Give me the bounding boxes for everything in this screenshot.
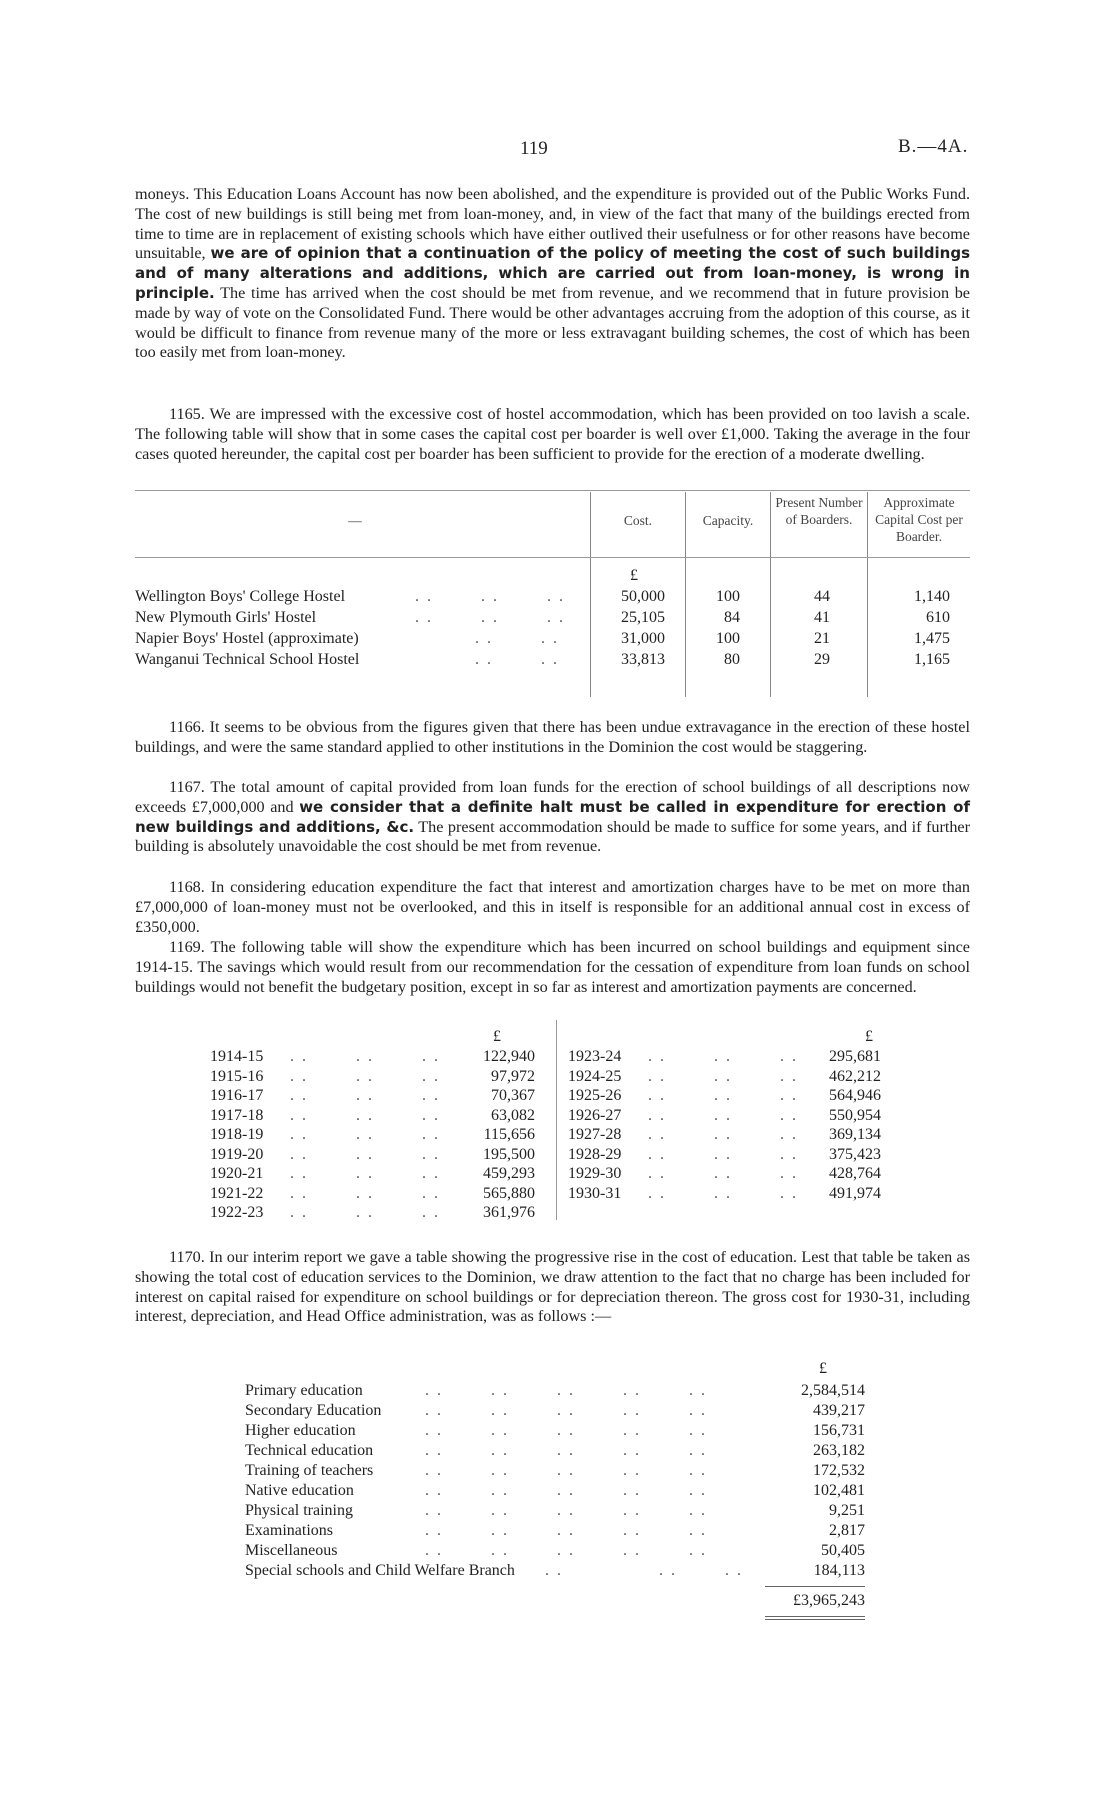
table-row [245, 1542, 865, 1562]
year-amount: 462,212 [829, 1067, 881, 1085]
leader-dots: . . . . . . . . . . [425, 1402, 707, 1419]
header-capital-cost: Approximate Capital Cost per Boarder. [875, 495, 963, 544]
hostel-capital-cost: 1,140 [914, 588, 950, 605]
table-row [245, 1522, 865, 1542]
year-amount: 63,082 [491, 1106, 535, 1124]
paragraph-text: 1166. It seems to be obvious from the figures given that there has been undue extravagance in the erection of these hostel buildings, and were the same standard applied to other institutions in the Dominion the cost would be staggering. [135, 718, 970, 756]
paragraph-text: 1167. The total amount of capital provided from loan funds for the erection of school buildings of all descriptions now exceeds £7,000,000 and [135, 778, 970, 816]
table-row [245, 1422, 865, 1442]
leader-dots: . . . . . . [290, 1204, 440, 1221]
cost-amount: 172,532 [813, 1462, 865, 1479]
hostel-name: New Plymouth Girls' Hostel [135, 609, 317, 626]
year-amount: 295,681 [829, 1048, 881, 1065]
cost-category: Examinations [245, 1522, 333, 1539]
cost-category: Physical training [245, 1502, 353, 1519]
leader-dots: . . . . . . [648, 1126, 798, 1143]
table-row [245, 1562, 865, 1582]
year-label: 1922-23 [210, 1204, 264, 1221]
table-row [210, 1107, 540, 1127]
table-row [210, 1165, 540, 1185]
year-amount: 491,974 [829, 1184, 881, 1202]
hostel-cost: 33,813 [621, 651, 665, 668]
table-row [556, 1165, 886, 1185]
year-amount: 565,880 [483, 1184, 535, 1202]
leader-dots: . . . . . . [290, 1165, 440, 1182]
cost-category: Miscellaneous [245, 1542, 338, 1559]
cost-category: Native education [245, 1482, 354, 1499]
year-label: 1921-22 [210, 1184, 264, 1202]
cost-amount: 2,817 [829, 1522, 865, 1539]
bold-recommendation: we consider that a definite halt must be called in expenditure for erection of new buildings and additions, &c. [135, 797, 970, 836]
year-label: 1929-30 [568, 1165, 622, 1182]
leader-dots: . . . . . . . . . . [425, 1382, 707, 1399]
hostel-cost: 25,105 [621, 609, 665, 626]
year-amount: 122,940 [483, 1048, 535, 1065]
cost-category: Primary education [245, 1382, 363, 1399]
header-blank: — [348, 513, 362, 528]
table-row [210, 1126, 540, 1146]
leader-dots: . . . . . . . . . . [425, 1462, 707, 1479]
header-cost: Cost. [623, 513, 653, 528]
paragraph-text: The time has arrived when the cost should be met from revenue, and we recommend that in future provision be made by way of vote on the Consolidated Fund. There would be other advantages accruing from the adoption of this course, as it would be difficult to finance from revenue many of the more or less extravagant building schemes, the cost of which has been too easily met from loan-money. [135, 283, 970, 362]
gross-cost-breakdown-table [245, 1360, 865, 1620]
year-amount: 428,764 [829, 1165, 881, 1182]
document-reference: B.—4A. [898, 136, 969, 157]
paragraph-text: 1169. The following table will show the expenditure which has been incurred on school buildings and equipment since 1914-15. The savings which would result from our recommendation for the cessation of expenditure from loan funds on school buildings would not benefit the budgetary position, except in so far as interest and amortization payments are concerned. [135, 938, 970, 996]
paragraph-1165 [135, 405, 970, 464]
hostel-capital-cost: 1,165 [914, 651, 950, 668]
hostel-name: Wellington Boys' College Hostel [135, 588, 346, 605]
paragraph-text: 1170. In our interim report we gave a table showing the progressive rise in the cost of education. Lest that table be taken as showing the total cost of education services to the Dominion, we draw attention to the fact that no charge has been included for interest on capital raised for expenditure on school buildings or for depreciation thereon. The gross cost for 1930-31, including interest, depreciation, and Head Office administration, was as follows :— [135, 1248, 970, 1326]
paragraph-1170 [135, 1248, 970, 1327]
leader-dots: . . . . . . [648, 1087, 798, 1104]
leader-dots: . . . . . . [290, 1126, 440, 1143]
table-row [210, 1204, 540, 1224]
paragraph-1166 [135, 718, 970, 758]
table-row [556, 1185, 886, 1205]
currency-row [135, 567, 970, 587]
leader-dots: . . . . . . [648, 1184, 798, 1202]
cost-category: Technical education [245, 1442, 374, 1459]
paragraph-text: 1165. We are impressed with the excessive cost of hostel accommodation, which has been provided on too lavish a scale. The following table will show that in some cases the capital cost per boarder is well over £1,000. Taking the average in the four cases quoted hereunder, the capital cost per boarder has been sufficient to provide for the erection of a moderate dwelling. [135, 405, 970, 463]
leader-dots: . . . . . . . . . . [425, 1542, 707, 1559]
cost-category: Secondary Education [245, 1402, 382, 1419]
table-row: Wanganui Technical School Hostel . . . . 33,813 80 29 1,165 [135, 651, 950, 668]
grand-total: £3,965,243 [793, 1592, 865, 1609]
paragraph-text: moneys. This Education Loans Account has now been abolished, and the expenditure is provided out of the Public Works Fund. The cost of new buildings is still being met from loan-money, and, in view of the fact that many of the buildings erected from time to time are in replacement of existing schools which have either outlived their usefulness or for other reasons have become unsuitable, [135, 185, 970, 263]
table-row [556, 1126, 886, 1146]
cost-amount: 439,217 [813, 1402, 865, 1419]
cost-category: Higher education [245, 1422, 356, 1439]
hostel-capacity: 100 [716, 630, 740, 647]
paragraph-1168 [135, 878, 970, 937]
year-label: 1914-15 [210, 1048, 264, 1065]
cost-amount: 102,481 [813, 1482, 865, 1499]
table-row [210, 1087, 540, 1107]
leader-dots: . . . . . . [290, 1184, 440, 1202]
table-row [556, 1146, 886, 1166]
hostel-cost: 50,000 [621, 588, 665, 605]
table-row [556, 1068, 886, 1088]
currency-symbol: £ [865, 1028, 873, 1045]
paragraph-1169 [135, 938, 970, 997]
table-row [245, 1402, 865, 1422]
page-number: 119 [520, 138, 548, 159]
year-amount: 375,423 [829, 1145, 881, 1163]
year-label: 1916-17 [210, 1087, 264, 1104]
hostel-capital-cost: 1,475 [914, 630, 950, 647]
year-amount: 115,656 [483, 1126, 535, 1143]
hostel-name: Wanganui Technical School Hostel [135, 651, 360, 668]
hostel-boarders: 21 [814, 630, 830, 647]
table-row [210, 1146, 540, 1166]
year-amount: 459,293 [483, 1165, 535, 1182]
table-row [210, 1048, 540, 1068]
table-row: Napier Boys' Hostel (approximate) . . . . 31,000 100 21 1,475 [135, 630, 950, 647]
cost-amount: 156,731 [813, 1422, 865, 1439]
hostel-name: Napier Boys' Hostel (approximate) [135, 630, 359, 647]
leader-dots: . . . . . . [290, 1067, 440, 1085]
expenditure-by-year-table [210, 1020, 910, 1245]
year-amount: 70,367 [491, 1087, 535, 1104]
year-label: 1928-29 [568, 1145, 622, 1163]
year-label: 1917-18 [210, 1106, 264, 1124]
table-row [210, 1185, 540, 1205]
leader-dots: . . . . . . . . . . [425, 1482, 707, 1499]
leader-dots: . . . . . . [290, 1048, 440, 1065]
cost-amount: 263,182 [813, 1442, 865, 1459]
leader-dots: . . . . . . . . . . [425, 1442, 707, 1459]
year-label: 1926-27 [568, 1106, 622, 1124]
bold-recommendation: we are of opinion that a continuation of the policy of meeting the cost of such buildings and of many alterations and additions, which are carried out from loan-money, is wrong in principle. [135, 244, 971, 302]
currency-symbol: £ [630, 567, 638, 584]
table-row [245, 1462, 865, 1482]
cost-category: Training of teachers [245, 1462, 374, 1479]
cost-category: Special schools and Child Welfare Branch [245, 1562, 515, 1579]
year-amount: 564,946 [829, 1087, 881, 1104]
year-label: 1927-28 [568, 1126, 622, 1143]
leader-dots: . . . . . . [648, 1048, 798, 1065]
hostel-boarders: 41 [814, 609, 830, 626]
table-row [556, 1087, 886, 1107]
currency-symbol: £ [819, 1360, 827, 1377]
year-amount: 369,134 [829, 1126, 881, 1143]
table-row: New Plymouth Girls' Hostel . . . . . . 25,105 84 41 610 [135, 609, 950, 626]
year-label: 1924-25 [568, 1067, 622, 1085]
paragraph-text: The present accommodation should be made to suffice for some years, and if further building is absolutely unavoidable the cost should be met from revenue. [135, 817, 971, 856]
hostel-boarders: 29 [814, 651, 830, 668]
leader-dots: . . . . . . [648, 1067, 798, 1085]
hostel-capacity: 80 [724, 651, 740, 668]
year-label: 1920-21 [210, 1165, 264, 1182]
year-amount: 361,976 [483, 1204, 535, 1221]
currency-symbol: £ [493, 1028, 501, 1045]
cost-amount: 184,113 [813, 1562, 865, 1579]
hostel-capacity: 84 [724, 609, 740, 626]
year-amount: 550,954 [829, 1106, 881, 1124]
leader-dots: . . . . . . [648, 1165, 798, 1182]
hostel-cost: 31,000 [621, 630, 665, 647]
year-label: 1930-31 [568, 1184, 622, 1202]
header-boarders: Present Number of Boarders. [775, 495, 863, 527]
year-label: 1925-26 [568, 1087, 622, 1104]
year-label: 1915-16 [210, 1067, 264, 1085]
hostel-boarders: 44 [814, 588, 830, 605]
hostel-capacity: 100 [716, 588, 740, 605]
leader-dots: . . . . . . [290, 1106, 440, 1124]
table-row [210, 1068, 540, 1088]
cost-amount: 2,584,514 [801, 1382, 865, 1399]
paragraph-1167 [135, 778, 970, 857]
hostel-capital-cost: 610 [926, 609, 950, 626]
year-label: 1918-19 [210, 1126, 264, 1143]
cost-amount: 9,251 [829, 1502, 865, 1519]
year-label: 1923-24 [568, 1048, 622, 1065]
leader-dots: . . . . . . . . . . [425, 1422, 707, 1439]
leader-dots: . . . . . . . . . . [425, 1502, 707, 1519]
leader-dots: . . . . . . [648, 1106, 798, 1124]
table-row [245, 1502, 865, 1522]
year-label: 1919-20 [210, 1145, 264, 1163]
paragraph-1164-continued [135, 185, 970, 363]
table-row [556, 1048, 886, 1068]
year-amount: 195,500 [483, 1145, 535, 1163]
table-row [245, 1442, 865, 1462]
table-row [245, 1382, 865, 1402]
year-amount: 97,972 [491, 1067, 535, 1085]
header-capacity: Capacity. [702, 513, 754, 528]
leader-dots: . . . . . . [545, 1562, 743, 1579]
leader-dots: . . . . . . [290, 1087, 440, 1104]
table-row [556, 1107, 886, 1127]
table-row: Wellington Boys' College Hostel . . . . . . 50,000 100 44 1,140 [135, 588, 950, 605]
paragraph-text: 1168. In considering education expenditure the fact that interest and amortization charges have to be met on more than £7,000,000 of loan-money must not be overlooked, and this in itself is responsible for an additional annual cost in excess of £350,000. [135, 878, 970, 936]
cost-amount: 50,405 [821, 1542, 865, 1559]
leader-dots: . . . . . . . . . . [425, 1522, 707, 1539]
leader-dots: . . . . . . [648, 1145, 798, 1163]
hostel-cost-table [135, 492, 970, 702]
table-row [245, 1482, 865, 1502]
leader-dots: . . . . . . [290, 1145, 440, 1163]
